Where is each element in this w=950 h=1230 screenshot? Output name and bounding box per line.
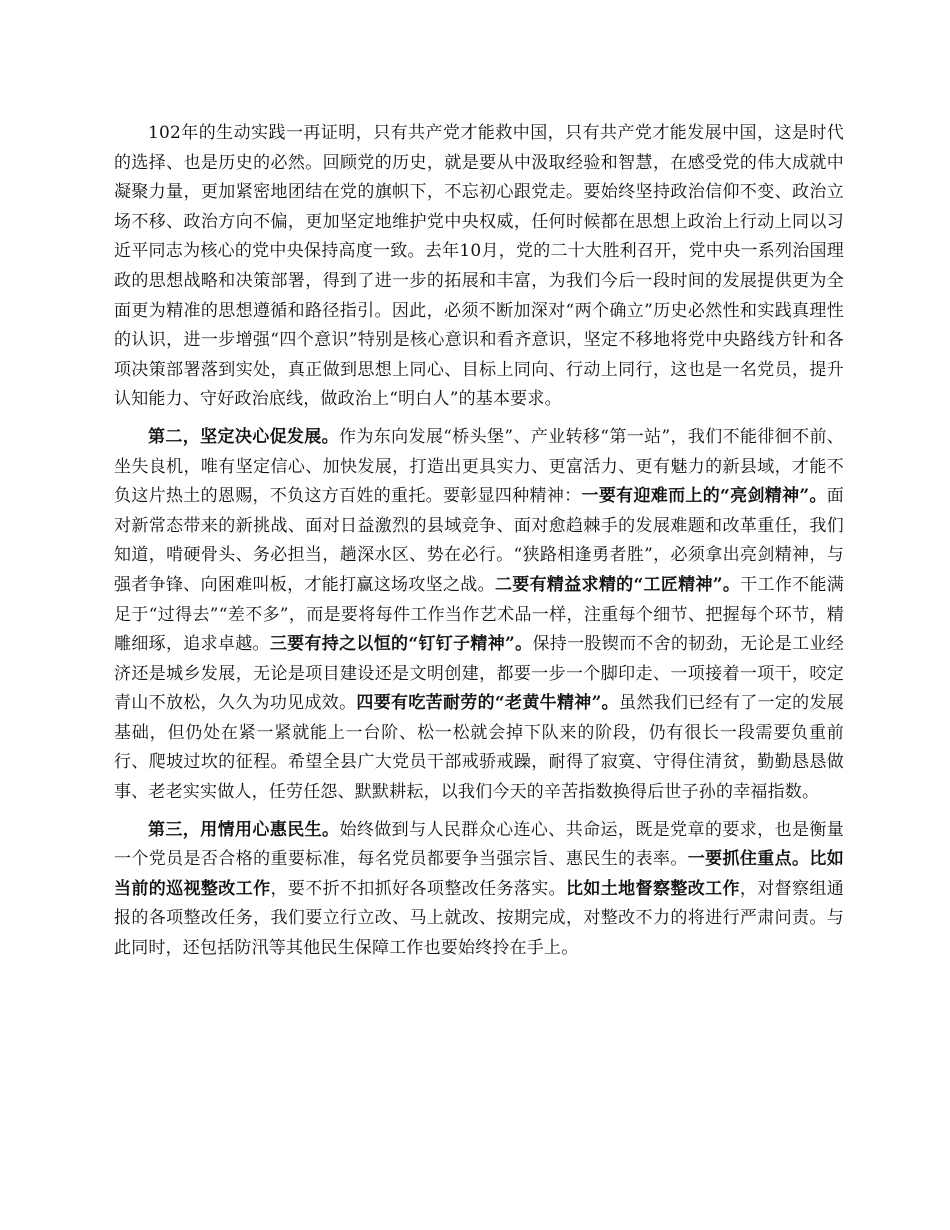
paragraph-3-heading: 第三，用情用心惠民生。 bbox=[148, 819, 340, 840]
focus-2-heading: 比如土地督察整改工作 bbox=[566, 878, 740, 899]
spirit-4-heading: 四要有吃苦耐劳的“老黄牛精神”。 bbox=[356, 693, 619, 714]
spirit-4-text: 虽然我们已经有了一定的发展基础，但仍处在紧一紧就能上一台阶、松一松就会掉下队来的阶段，仍有很长一段需要负重前行、爬坡过坎的征程。希望全县广大党员干部戒骄戒躁，耐得了寂寞、守得住清贫，勤勤恳恳做事、老老实实做人，任劳任怨、默默耕耘，以我们今天的辛苦指数换得后世子孙的幸福指数。 bbox=[114, 693, 844, 803]
document-page bbox=[114, 119, 844, 972]
paragraph-3-intro: 始终做到与人民群众心连心、共命运，既是党章的要求，也是衡量一个党员是否合格的重要标准，每名党员都要争当强宗旨、惠民生的表率。 bbox=[114, 819, 844, 870]
spirit-3-text: 保持一股锲而不舍的韧劲，无论是工业经济还是城乡发展，无论是项目建设还是文明创建，都要一步一个脚印走、一项接着一项干，咬定青山不放松，久久为功见成效。 bbox=[114, 634, 844, 714]
spirit-2-text: 干工作不能满足于“过得去”“差不多”，而是要将每件工作当作艺术品一样，注重每个细节、把握每个环节，精雕细琢，追求卓越。 bbox=[114, 574, 844, 655]
paragraph-3 bbox=[114, 816, 844, 964]
spirit-2-heading: 二要有精益求精的“工匠精神”。 bbox=[494, 574, 741, 595]
focus-1-text: ，要不折不扣抓好各项整改任务落实。 bbox=[270, 878, 567, 899]
paragraph-1-text: 102年的生动实践一再证明，只有共产党才能救中国，只有共产党才能发展中国，这是时代的选择、也是历史的必然。回顾党的历史，就是要从中汲取经验和智慧，在感受党的伟大成就中凝聚力量，更加紧密地团结在党的旗帜下，不忘初心跟党走。要始终坚持政治信仰不变、政治立场不移、政治方向不偏，更加坚定地维护党中央权威，任何时候都在思想上政治上行动上同以习近平同志为核心的党中央保持高度一致。去年10月，党的二十大胜利召开，党中央一系列治国理政的思想战略和决策部署，得到了进一步的拓展和丰富，为我们今后一段时间的发展提供更为全面更为精准的思想遵循和路径指引。因此，必须不断加深对“两个确立”历史必然性和实践真理性的认识，进一步增强“四个意识”特别是核心意识和看齐意识，坚定不移地将党中央路线方针和各项决策部署落到实处，真正做到思想上同心、目标上同向、行动上同行，这也是一名党员，提升认知能力、守好政治底线，做政治上“明白人”的基本要求。 bbox=[114, 123, 844, 410]
spirit-1-heading: 一要有迎难而上的“亮剑精神”。 bbox=[581, 486, 827, 507]
focus-2-text: ，对督察组通报的各项整改任务，我们要立行立改、马上就改、按期完成，对整改不力的将进行严肃问责。与此同时，还包括防汛等其他民生保障工作也要始终拎在手上。 bbox=[114, 878, 844, 959]
paragraph-2-heading: 第二，坚定决心促发展。 bbox=[148, 426, 340, 447]
paragraph-1 bbox=[114, 119, 844, 415]
spirit-1-text: 面对新常态带来的新挑战、面对日益激烈的县域竞争、面对愈趋棘手的发展难题和改革重任，我们知道，啃硬骨头、务必担当，趟深水区、势在必行。“狭路相逢勇者胜”，必须拿出亮剑精神，与强者争锋、向困难叫板，才能打赢这场攻坚之战。 bbox=[114, 486, 844, 595]
paragraph-2 bbox=[114, 423, 844, 808]
paragraph-2-intro: 作为东向发展“桥头堡”、产业转移“第一站”，我们不能徘徊不前、坐失良机，唯有坚定信心、加快发展，打造出更具实力、更富活力、更有魅力的新县域，才能不负这片热土的恩赐，不负这方百姓的重托。要彰显四种精神： bbox=[114, 426, 845, 507]
spirit-3-heading: 三要有持之以恒的“钉钉子精神”。 bbox=[269, 634, 533, 655]
focus-1-heading: 一要抓住重点。比如当前的巡视整改工作 bbox=[114, 849, 844, 899]
